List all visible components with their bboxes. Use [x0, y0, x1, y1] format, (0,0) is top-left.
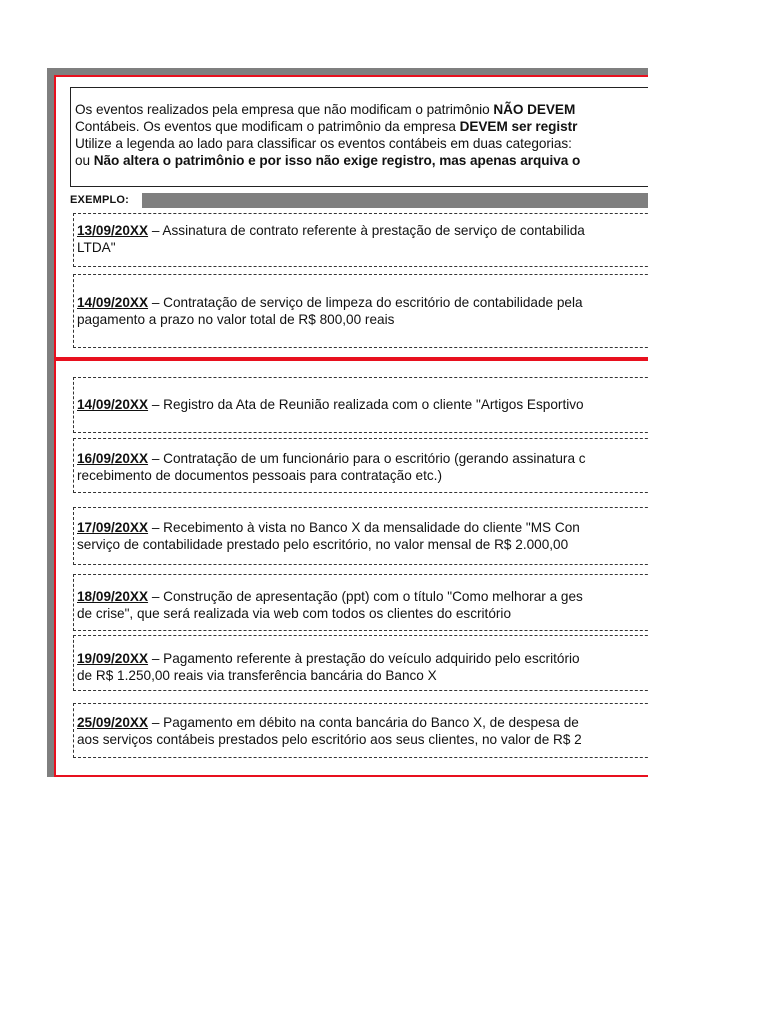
event-text: – Construção de apresentação (ppt) com o título "Como melhorar a ges [148, 589, 583, 604]
event-text: – Contratação de serviço de limpeza do escritório de contabilidade pela [148, 295, 583, 310]
event-text-cont: serviço de contabilidade prestado pelo escritório, no valor mensal de R$ 2.000,00 [77, 537, 569, 552]
instructions-section [54, 75, 648, 359]
event-date: 14/09/20XX [77, 295, 149, 310]
event-date: 13/09/20XX [77, 223, 149, 238]
event-item[interactable] [73, 574, 648, 631]
event-item[interactable] [73, 635, 648, 691]
event-date: 19/09/20XX [77, 651, 149, 666]
event-item[interactable] [73, 507, 648, 565]
event-date: 17/09/20XX [77, 520, 149, 535]
intro-line-4: ou Não altera o patrimônio e por isso não exige registro, mas apenas arquiva o [75, 153, 581, 168]
event-text-cont: de crise", que será realizada via web com todos os clientes do escritório [77, 606, 511, 621]
event-item[interactable] [73, 377, 648, 433]
example-event[interactable] [73, 274, 648, 348]
event-text: – Recebimento à vista no Banco X da mensalidade do cliente "MS Con [148, 520, 580, 535]
event-date: 14/09/20XX [77, 397, 149, 412]
event-date: 25/09/20XX [77, 715, 149, 730]
event-text-cont: pagamento a prazo no valor total de R$ 800,00 reais [77, 312, 395, 327]
worksheet [54, 75, 648, 777]
event-date: 16/09/20XX [77, 451, 149, 466]
intro-line-3: Utilize a legenda ao lado para classificar os eventos contábeis em duas categorias: [75, 136, 572, 151]
intro-line-2: Contábeis. Os eventos que modificam o patrimônio da empresa DEVEM ser registr [75, 119, 578, 134]
intro-line-1: Os eventos realizados pela empresa que não modificam o patrimônio NÃO DEVEM [75, 102, 576, 117]
event-text: – Pagamento em débito na conta bancária do Banco X, de despesa de [148, 715, 579, 730]
example-event[interactable] [73, 213, 648, 267]
event-text: – Contratação de um funcionário para o escritório (gerando assinatura c [148, 451, 586, 466]
instructions-box [70, 87, 648, 187]
event-text: – Assinatura de contrato referente à prestação de serviço de contabilida [148, 223, 585, 238]
event-text-cont: de R$ 1.250,00 reais via transferência bancária do Banco X [77, 668, 437, 683]
event-date: 18/09/20XX [77, 589, 149, 604]
example-header-bar [142, 193, 648, 208]
event-text: – Pagamento referente à prestação do veículo adquirido pelo escritório [148, 651, 580, 666]
example-label: EXEMPLO: [70, 194, 130, 206]
event-text-cont: LTDA" [77, 240, 116, 255]
events-section [54, 359, 648, 777]
event-item[interactable] [73, 703, 648, 758]
event-text: – Registro da Ata de Reunião realizada com o cliente "Artigos Esportivo [148, 397, 584, 412]
event-text-cont: recebimento de documentos pessoais para contratação etc.) [77, 468, 442, 483]
event-item[interactable] [73, 438, 648, 493]
event-text-cont: aos serviços contábeis prestados pelo escritório aos seus clientes, no valor de R$ 2 [77, 732, 582, 747]
